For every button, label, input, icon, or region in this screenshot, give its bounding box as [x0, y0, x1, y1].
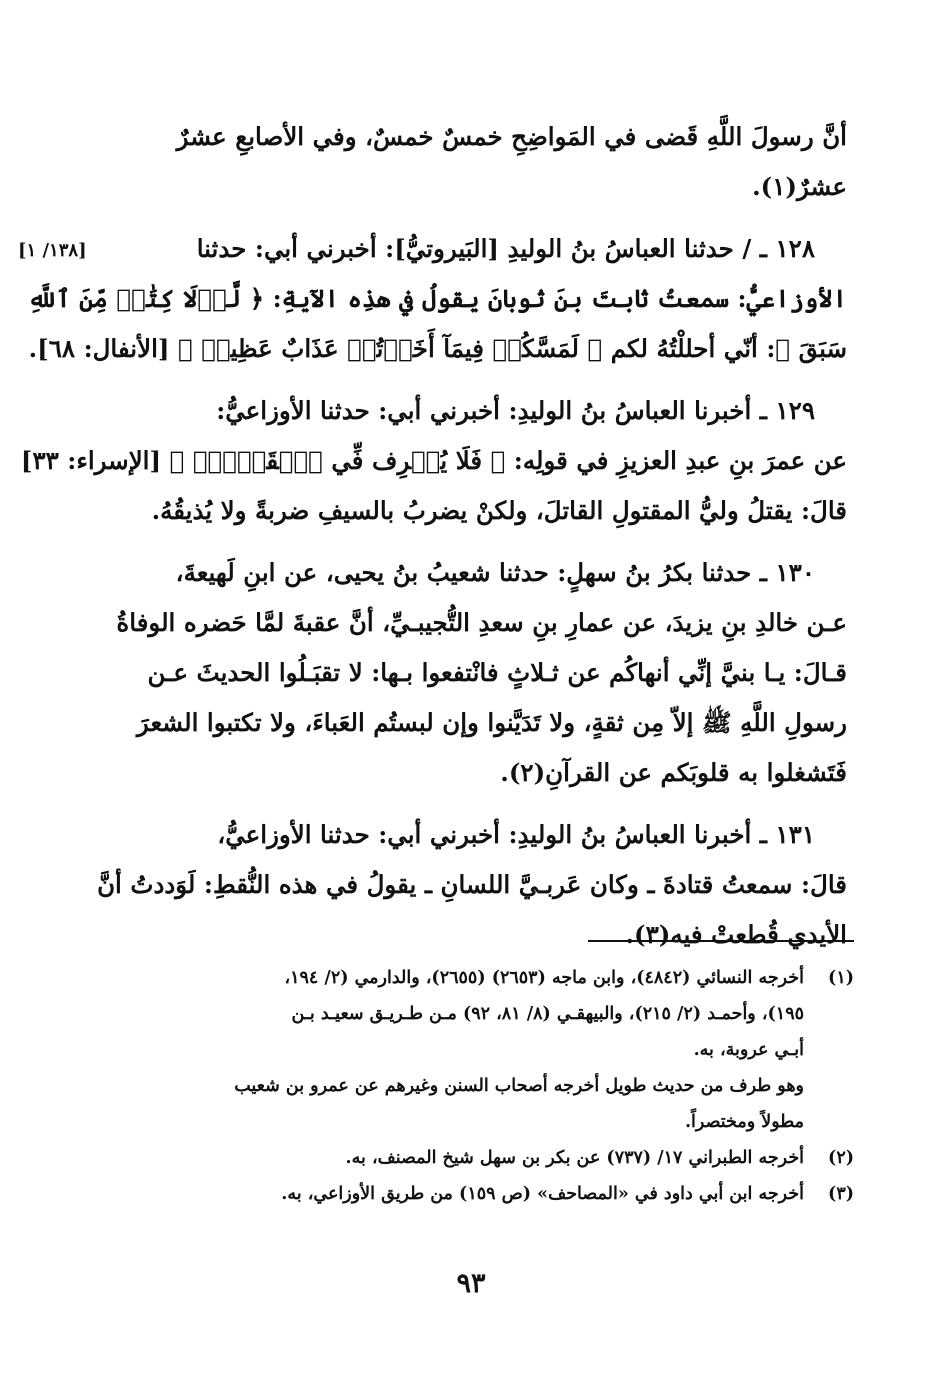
footnote-1 [110, 960, 854, 1140]
text-line: أنَّ رسولَ اللَّهِ قَضى في المَواضِحِ خمسٌ خمسٌ، وفي الأصابعِ عشرٌ [176, 122, 847, 151]
text-line: ١٢٩ ـ أخبرنا العباسُ بنُ الوليدِ: أخبرني أبي: حدثنا الأوزاعيُّ: [216, 396, 815, 425]
text-line: سَبَقَ ﴾: أنّي أحللْتُهُ لكم ﴿ لَمَسَّكُمۡ فِيمَآ أَخَذۡتُمۡ عَذَابٌ عَظِيمٞ ﴾ [الأنفال: ٦٨]. [28, 334, 847, 363]
text-line: قالَ: سمعتُ قتادةَ ـ وكان عَربـيَّ اللسانِ ـ يقولُ في هذه النُّقطِ: لَوَددتُ أنَّ [97, 870, 847, 899]
footnote-number: (٣) [828, 1184, 854, 1204]
footnote-line: أخرجه النسائي (٤٨٤٢)، وابن ماجه (٢٦٥٣) (٢٦٥٥)، والدارمي (٢/ ١٩٤، [284, 968, 804, 988]
text-line: عـن خالدِ بنِ يزيدَ، عن عمارِ بنِ سعدِ التُّجيبـيِّ، أنَّ عقبةَ لمَّا حَضره الوفاةُ [116, 608, 847, 637]
footnote-line: أخرجه الطبراني ١٧/ (٧٣٧) عن بكر بن سهل شيخ المصنف، به. [345, 1148, 804, 1168]
text-line: عشرٌ(١). [752, 172, 847, 201]
footnotes [110, 960, 854, 1212]
footnote-line: أخرجه ابن أبي داود في «المصاحف» (ص ١٥٩) من طريق الأوزاعي، به. [281, 1184, 804, 1204]
text-line: قـالَ: يـا بنيَّ إنِّي أنهاكُم عن ثـلاثٍ فانْتفعوا بـها: لا تقبَـلُوا الحديثَ عـن [147, 658, 847, 687]
text-line: الأوزاعيُّ: سمعتُ ثابتَ بنَ ثوبانَ يقولُ في هذِه الآيةِ: ﴿ لَّوۡلَا كِتَٰبٞ مِّنَ ٱللَّهِ [27, 284, 847, 313]
footnote-separator [588, 940, 854, 942]
footnote-2 [110, 1140, 854, 1176]
hadith-131 [95, 810, 847, 960]
paragraph-continuation [95, 112, 847, 212]
text-line: قالَ: يقتلُ وليُّ المقتولِ القاتلَ، ولكنْ يضربُ بالسيفِ ضربةً ولا يُذيقُهُ. [151, 496, 847, 525]
footnote-3 [110, 1176, 854, 1212]
text-line: ١٣٠ ـ حدثنا بكرُ بنُ سهلٍ: حدثنا شعيبُ بنُ يحيى، عن ابنِ لَهيعةَ، [175, 558, 815, 587]
footnote-line: ١٩٥)، وأحمـد (٢/ ٢١٥)، والبيهقـي (٨/ ٨١، ٩٢) مـن طـريـق سعيـد بـن [291, 1004, 804, 1024]
footnote-number: (٢) [828, 1148, 854, 1168]
hadith-129 [20, 386, 847, 536]
footnote-line: وهو طرف من حديث طويل أخرجه أصحاب السنن وغيرهم عن عمرو بن شعيب [234, 1076, 804, 1096]
text-line: عن عمرَ بنِ عبدِ العزيزِ في قولِه: ﴿ فَلَا يُسۡرِف فِّي ٱلۡقَتۡلِۖ ﴾ [الإسراء: ٣٣] [20, 446, 847, 475]
text-line: ١٢٨ ـ / حدثنا العباسُ بنُ الوليدِ [البَيروتيُّ]: أخبرني أبي: حدثنا [196, 234, 815, 263]
text-line: رسولِ اللَّهِ ﷺ إلاّ مِن ثقةٍ، ولا تَدَيَّنوا وإن لبستُم العَباءَ، ولا تكتبوا الشعرَ [136, 708, 847, 737]
manuscript-folio-marker: [١٣٨/ ١] [18, 240, 87, 261]
page-number: ٩٣ [456, 1268, 486, 1299]
hadith-130 [95, 548, 847, 798]
text-line: فَتَشغلوا به قلوبَكم عن القرآنِ(٢). [500, 758, 847, 787]
footnote-line: مطولاً ومختصراً. [684, 1112, 804, 1132]
footnote-line: أبـي عروبة، به. [693, 1040, 804, 1060]
footnote-number: (١) [828, 968, 854, 988]
text-line: ١٣١ ـ أخبرنا العباسُ بنُ الوليدِ: أخبرني أبي: حدثنا الأوزاعيُّ، [217, 820, 815, 849]
text-line: الأيدي قُطعتْ فيه(٣). [625, 920, 847, 949]
